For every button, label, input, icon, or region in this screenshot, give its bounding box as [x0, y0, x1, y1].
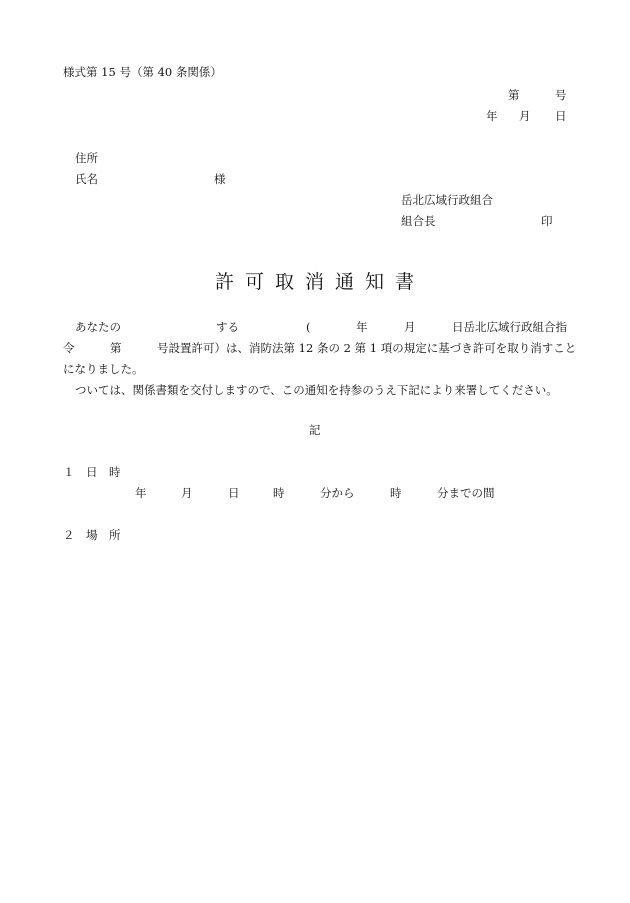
issuer-org: 岳北広域行政組合 — [401, 193, 493, 207]
issuer-title: 組合長 — [401, 214, 436, 228]
item1-hour2: 時 — [390, 486, 402, 500]
title-char: 許 — [215, 271, 235, 293]
body-paren: ( — [306, 320, 311, 334]
doc-date-month: 月 — [519, 109, 531, 123]
body-month: 月 — [404, 320, 416, 334]
body-rei: 令 — [63, 341, 75, 355]
body-anata: あなたの — [75, 320, 121, 334]
body-suru: する — [216, 320, 239, 334]
doc-date-day: 日 — [555, 109, 567, 123]
form-label: 様式第 15 号（第 40 条関係） — [63, 65, 222, 79]
recipient-honorific: 様 — [214, 172, 226, 186]
item2-label: ２ 場 所 — [63, 528, 121, 542]
name-label: 氏名 — [75, 172, 98, 186]
doc-number-dai: 第 — [508, 88, 520, 102]
doc-date-year: 年 — [486, 109, 498, 123]
doc-number-go: 号 — [555, 88, 567, 102]
item1-day: 日 — [228, 486, 240, 500]
item1-year: 年 — [135, 486, 147, 500]
address-label: 住所 — [75, 151, 98, 165]
title-char: 通 — [335, 271, 355, 293]
item1-from: 分から — [320, 486, 355, 500]
body-line3: になりました。 — [63, 362, 144, 376]
title-char: 可 — [245, 271, 265, 293]
item1-hour: 時 — [273, 486, 285, 500]
body-dai: 第 — [110, 341, 122, 355]
item1-label: １ 日 時 — [63, 465, 121, 479]
issuer-seal: 印 — [541, 214, 553, 228]
title-char: 知 — [365, 271, 385, 293]
ki-heading: 記 — [309, 423, 321, 437]
body-year: 年 — [356, 320, 368, 334]
item1-until: 分までの間 — [437, 486, 495, 500]
body-line2-rest: 号設置許可）は、消防法第 12 条の 2 第 1 項の規定に基づき許可を取り消すこと — [157, 341, 577, 355]
body-paragraph-2: ついては、関係書類を交付しますので、この通知を持参のうえ下記により来署してください。 — [75, 383, 558, 397]
title-char: 消 — [305, 271, 325, 293]
body-day-org: 日岳北広域行政組合指 — [452, 320, 567, 334]
title-char: 書 — [395, 271, 415, 293]
item1-month: 月 — [181, 486, 193, 500]
title-char: 取 — [275, 271, 295, 293]
